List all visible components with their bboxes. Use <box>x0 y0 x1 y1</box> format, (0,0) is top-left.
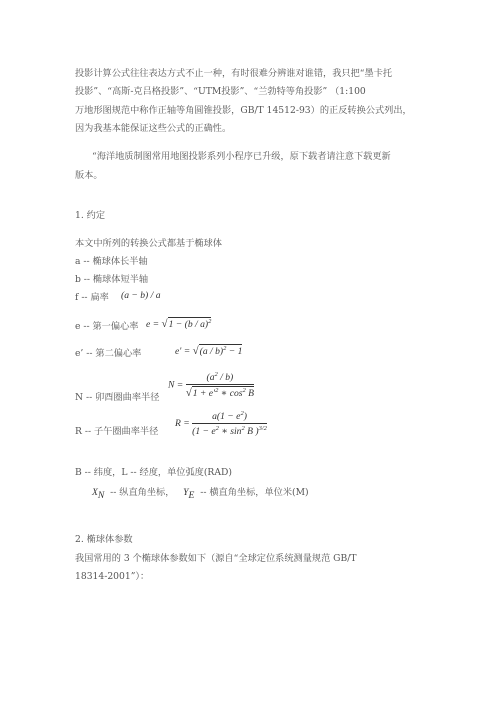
definition-r: R -- 子午圈曲率半径 <box>75 426 159 437</box>
fraction-numerator-tail: ) <box>243 411 247 423</box>
text-line: 投影”、“高斯-克吕格投影”、“UTM投影”、“兰勃特等角投影” （1:100 <box>75 86 366 97</box>
formula-lhs: R = <box>175 417 190 429</box>
y-subscript: E <box>188 489 195 501</box>
sqrt-symbol: √ <box>192 345 199 358</box>
section-heading: 2. 椭球体参数 <box>75 534 133 545</box>
x-symbol: X <box>92 487 98 498</box>
formula-prime-vertical-radius: N = $\frac{(a^2 / b)}{√1 + e'^2 ∗ \cos^2 B}$ <box>168 371 255 400</box>
x-description: -- 纵直角坐标， <box>110 487 175 498</box>
fraction-numerator-tail: / b) <box>220 372 234 384</box>
formula-second-eccentricity: e' = √(a / b)$^2$ − 1 <box>175 345 243 358</box>
sqrt-symbol: √ <box>185 387 192 400</box>
formula-tail: − 1 <box>228 346 243 358</box>
latitude-longitude-note: B -- 纬度，L -- 经度，单位弧度(RAD) <box>75 467 232 478</box>
formula-lhs: e' = <box>175 346 191 358</box>
definition-f: f -- 扁率 <box>75 292 109 303</box>
formula-meridian-radius: R = $\frac{a(1 - e^2)}{(1 - e^2 ∗ \sin^2 B )^{3/2}}$ <box>175 410 267 438</box>
section-heading: 1. 约定 <box>75 210 106 221</box>
fraction-denominator-tail: ∗ sin <box>221 426 242 438</box>
y-description: -- 横直角坐标，单位米(M) <box>200 487 309 498</box>
text-line: 因为我基本能保证这些公式的正确性。 <box>75 123 232 134</box>
text-line: 版本。 <box>75 170 103 181</box>
text-line: 万地形图规范中称作正轴等角圆锥投影，GB/T 14512-93）的正反转换公式列出， <box>75 105 412 116</box>
text-line: 投影计算公式往往表达方式不止一种，有时很难分辨谁对谁错，我只把“墨卡托 <box>75 68 393 79</box>
formula-radicand: (a / b) <box>199 346 224 358</box>
text-line: 18314-2001”）： <box>75 571 150 582</box>
formula-lhs: e = <box>146 319 160 331</box>
definition-n: N -- 卯酉圈曲率半径 <box>75 392 160 403</box>
text-line: “海洋地质制图常用地图投影系列小程序已升级，原下载者请注意下载更新 <box>92 151 391 162</box>
definition-e-prime: e’ -- 第二偏心率 <box>75 348 142 359</box>
formula-flattening: (a − b) / a <box>121 290 161 301</box>
formula-first-eccentricity: e = √1 − (b / a)$^2$ <box>146 318 212 331</box>
y-symbol: Y <box>183 487 189 498</box>
fraction-denominator-tail: ∗ cos <box>220 388 243 400</box>
section-lead: 本文中所列的转换公式都基于椭球体 <box>75 238 222 249</box>
formula-radicand: 1 − (b / a) <box>168 319 209 331</box>
fraction-denominator-var: B <box>248 388 255 400</box>
fraction-denominator: (1 − e <box>192 426 216 438</box>
fraction-denominator-var: B ) <box>247 426 259 438</box>
definition-a: a -- 椭球体长半轴 <box>75 256 148 267</box>
x-subscript: N <box>97 489 105 501</box>
sqrt-symbol: √ <box>161 318 168 331</box>
coordinate-definitions <box>92 487 309 502</box>
formula-lhs: N = <box>168 379 184 391</box>
fraction-denominator: 1 + e' <box>192 388 216 400</box>
fraction-numerator: a(1 − e <box>212 411 241 423</box>
definition-e: e -- 第一偏心率 <box>75 321 139 332</box>
fraction-numerator: (a <box>206 372 215 384</box>
text-line: 我国常用的 3 个椭球体参数如下（源自“全球定位系统测量规范 GB/T <box>75 553 357 564</box>
definition-b: b -- 椭球体短半轴 <box>75 274 149 285</box>
